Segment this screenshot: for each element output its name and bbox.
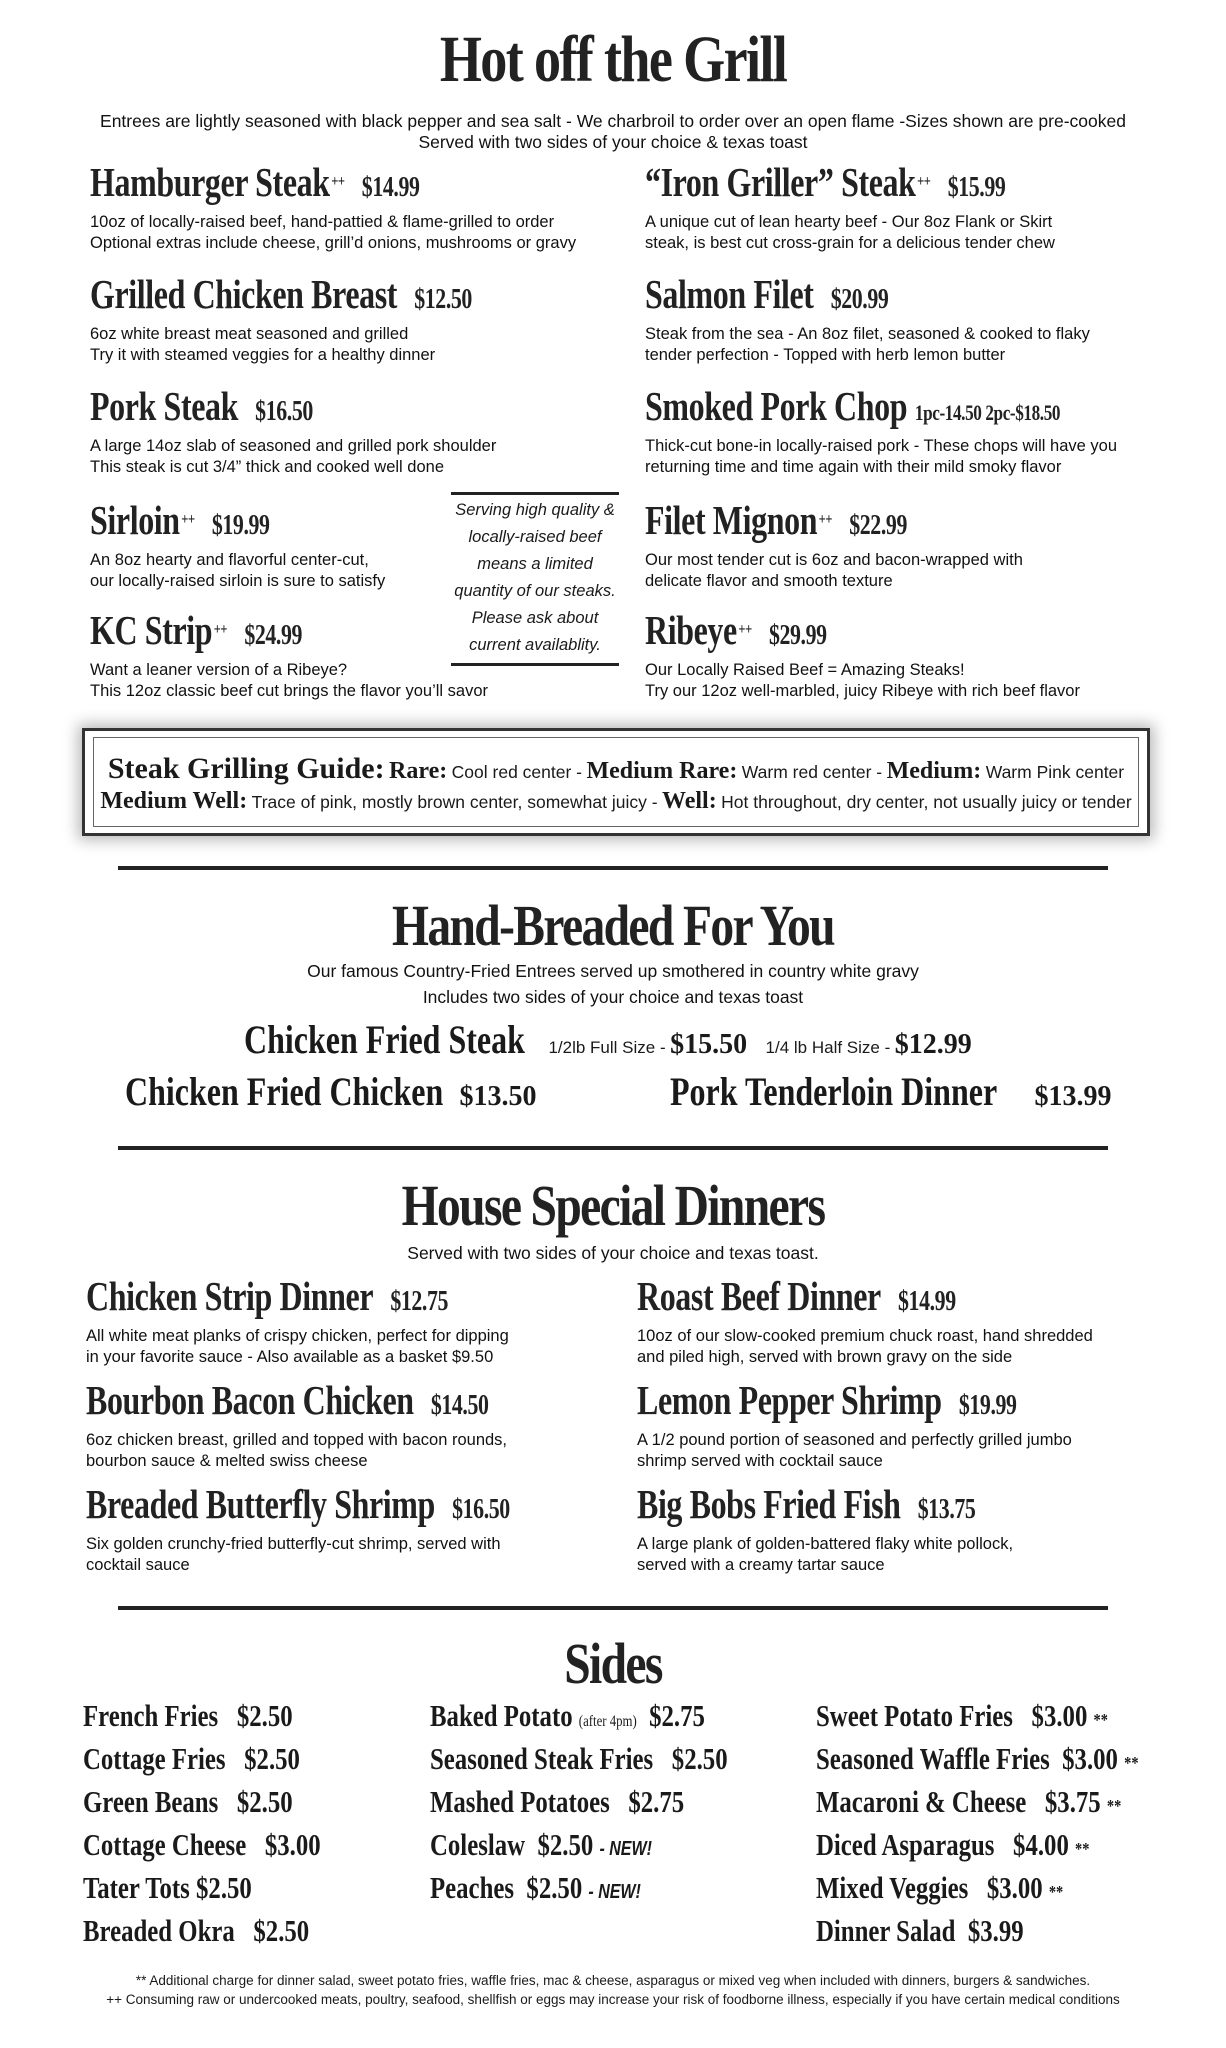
item-price: $20.99 [830, 284, 889, 315]
side-green-beans: Green Beans $2.50 [83, 1784, 293, 1819]
sides-title: Sides [564, 1631, 662, 1696]
guide-medium-text: Warm Pink center [985, 762, 1125, 782]
item-desc-1: A large plank of golden-battered flaky white pollock, [637, 1535, 1014, 1553]
menu-item-lemon-pepper-shrimp [637, 1376, 1207, 1472]
item-desc-2: our locally-raised sirloin is sure to satisfy [90, 572, 386, 590]
item-desc-1: A unique cut of lean hearty beef - Our 8oz Flank or Skirt [645, 213, 1053, 231]
item-name: Lemon Pepper Shrimp [637, 1377, 942, 1423]
side-baked-potato: Baked Potato (after 4pm) $2.75 [430, 1698, 705, 1733]
item-name: “Iron Griller” Steak [645, 159, 916, 205]
menu-item-chicken-fried-steak [244, 1016, 972, 1063]
item-desc-1: A 1/2 pound portion of seasoned and perfectly grilled jumbo [637, 1431, 1072, 1449]
guide-medium-rare-label: Medium Rare: [586, 758, 738, 784]
notice-line: Please ask about [471, 609, 599, 627]
steak-grilling-guide [82, 728, 1150, 836]
breaded-subtitle-2: Includes two sides of your choice and texas toast [422, 987, 804, 1007]
new-badge: - NEW! [588, 1881, 641, 1903]
guide-medium-label: Medium: [886, 758, 982, 784]
side-tater-tots: Tater Tots $2.50 [83, 1870, 252, 1905]
menu-item-smoked-pork-chop [645, 382, 1205, 478]
half-size-price: $12.99 [894, 1029, 972, 1060]
side-peaches: Peaches $2.50 - NEW! [430, 1870, 641, 1905]
item-desc-2: Try our 12oz well-marbled, juicy Ribeye with rich beef flavor [645, 682, 1080, 700]
item-desc-1: 6oz white breast meat seasoned and grilled [90, 325, 409, 343]
item-mark: ++ [213, 621, 228, 638]
menu-item-chicken-strip-dinner [86, 1272, 646, 1368]
item-price: $24.99 [244, 620, 303, 651]
item-name: Smoked Pork Chop [645, 383, 908, 429]
item-price: $13.50 [459, 1081, 537, 1112]
item-name: Hamburger Steak [90, 159, 330, 205]
item-price: $14.50 [430, 1390, 489, 1421]
item-name: Grilled Chicken Breast [90, 271, 398, 317]
availability-notice [445, 492, 625, 666]
house-subtitle: Served with two sides of your choice and texas toast. [407, 1243, 819, 1263]
item-name: Chicken Strip Dinner [86, 1273, 374, 1319]
item-desc-2: This steak is cut 3/4” thick and cooked well done [90, 458, 445, 476]
item-mark: ++ [818, 511, 833, 528]
grill-title: Hot off the Grill [439, 23, 787, 96]
item-price: $12.75 [390, 1286, 449, 1317]
item-desc-1: 10oz of our slow-cooked premium chuck roast, hand shredded [637, 1327, 1093, 1345]
guide-inner-border [93, 737, 1139, 827]
item-desc-1: Thick-cut bone-in locally-raised pork - These chops will have you [645, 437, 1117, 455]
notice-line: locally-raised beef [468, 528, 602, 546]
item-desc-2: steak, is best cut cross-grain for a delicious tender chew [645, 234, 1055, 252]
item-desc-2: This 12oz classic beef cut brings the flavor you’ll savor [90, 682, 489, 700]
side-seasoned-steak-fries: Seasoned Steak Fries $2.50 [430, 1741, 728, 1776]
side-macaroni-cheese: Macaroni & Cheese $3.75 ** [816, 1784, 1122, 1819]
side-coleslaw: Coleslaw $2.50 - NEW! [430, 1827, 652, 1862]
side-cottage-fries: Cottage Fries $2.50 [83, 1741, 300, 1776]
half-size-label: 1/4 lb Half Size - [765, 1038, 891, 1057]
item-price: $13.75 [917, 1494, 976, 1525]
item-price: $14.99 [898, 1286, 956, 1317]
side-breaded-okra: Breaded Okra $2.50 [83, 1913, 310, 1948]
item-mark: ++ [917, 173, 931, 190]
full-size-label: 1/2lb Full Size - [548, 1038, 666, 1057]
item-price: $19.99 [958, 1390, 1017, 1421]
breaded-title: Hand-Breaded For You [391, 893, 834, 958]
item-name: Salmon Filet [645, 271, 814, 317]
item-name: Sirloin [90, 497, 180, 543]
item-price: $16.50 [452, 1494, 510, 1525]
side-sweet-potato-fries: Sweet Potato Fries $3.00 ** [816, 1698, 1108, 1733]
item-desc-1: 6oz chicken breast, grilled and topped with bacon rounds, [86, 1431, 508, 1449]
item-name: KC Strip [90, 607, 213, 653]
section-divider [118, 866, 1108, 870]
side-french-fries: French Fries $2.50 [83, 1698, 293, 1733]
guide-medium-well-text: Trace of pink, mostly brown center, somewhat juicy - [251, 792, 658, 812]
breaded-subtitle-1: Our famous Country-Fried Entrees served up smothered in country white gravy [307, 961, 919, 981]
side-mixed-veggies: Mixed Veggies $3.00 ** [816, 1870, 1064, 1905]
house-title: House Special Dinners [401, 1173, 825, 1238]
new-badge: - NEW! [599, 1838, 652, 1860]
guide-rare-text: Cool red center - [451, 762, 583, 782]
item-desc-2: tender perfection - Topped with herb lemon butter [645, 346, 1006, 364]
item-desc-1: Six golden crunchy-fried butterfly-cut shrimp, served with [86, 1535, 501, 1553]
item-name: Roast Beef Dinner [637, 1273, 881, 1319]
item-price: $15.99 [947, 172, 1006, 203]
item-price: $14.99 [361, 172, 420, 203]
notice-line: means a limited [477, 555, 593, 573]
menu-item-pork-steak [90, 382, 630, 478]
guide-well-label: Well: [662, 788, 717, 814]
side-dinner-salad: Dinner Salad $3.99 [816, 1913, 1024, 1948]
guide-medium-well-label: Medium Well: [100, 788, 248, 814]
menu-item-salmon-filet [645, 270, 1185, 366]
guide-title: Steak Grilling Guide: [107, 752, 385, 785]
item-name: Bourbon Bacon Chicken [86, 1377, 414, 1423]
guide-well-text: Hot throughout, dry center, not usually juicy or tender [721, 792, 1132, 812]
menu-item-iron-griller-steak [645, 158, 1185, 254]
menu-item-roast-beef-dinner [637, 1272, 1207, 1368]
item-mark: ++ [331, 173, 345, 190]
item-desc-2: in your favorite sauce - Also available as a basket $9.50 [86, 1348, 494, 1366]
item-desc-1: 10oz of locally-raised beef, hand-pattied & flame-grilled to order [90, 213, 555, 231]
guide-medium-rare-text: Warm red center - [741, 762, 883, 782]
item-desc-1: All white meat planks of crispy chicken, perfect for dipping [86, 1327, 509, 1345]
item-desc-2: Optional extras include cheese, grill’d onions, mushrooms or gravy [90, 234, 577, 252]
item-mark: ++ [181, 511, 195, 528]
item-price: $19.99 [211, 510, 270, 541]
menu-item-filet-mignon [645, 496, 1185, 592]
item-desc-1: An 8oz hearty and flavorful center-cut, [90, 551, 369, 569]
item-price: $16.50 [255, 396, 313, 427]
section-divider [118, 1606, 1108, 1610]
guide-rare-label: Rare: [389, 758, 448, 784]
grill-subtitle-1: Entrees are lightly seasoned with black pepper and sea salt - We charbroil to order over an open flame -Sizes shown are pre-cooked [100, 111, 1126, 131]
side-mashed-potatoes: Mashed Potatoes $2.75 [430, 1784, 685, 1819]
item-desc-2: shrimp served with cocktail sauce [637, 1452, 883, 1470]
item-desc-2: delicate flavor and smooth texture [645, 572, 893, 590]
menu-item-big-bobs-fried-fish [637, 1480, 1207, 1576]
menu-item-bourbon-bacon-chicken [86, 1376, 646, 1472]
menu-item-ribeye [645, 606, 1185, 702]
notice-line: Serving high quality & [455, 501, 615, 519]
item-name: Breaded Butterfly Shrimp [86, 1481, 435, 1527]
guide-line-1 [94, 752, 1138, 786]
footnote-health-warning: ++ Consuming raw or undercooked meats, poultry, seafood, shellfish or eggs may increase your risk of foodborne illness, especially if you have certain medical conditions [106, 1992, 1120, 2007]
item-price: $12.50 [414, 284, 472, 315]
grill-subtitle-2: Served with two sides of your choice & texas toast [418, 132, 808, 152]
item-name: Ribeye [645, 607, 737, 653]
item-desc-2: cocktail sauce [86, 1556, 190, 1574]
item-desc-2: returning time and time again with their mild smoky flavor [645, 458, 1062, 476]
item-name: Chicken Fried Chicken [125, 1069, 444, 1114]
item-desc-1: Steak from the sea - An 8oz filet, seasoned & cooked to flaky [645, 325, 1090, 343]
full-size-price: $15.50 [670, 1029, 748, 1060]
item-price: 1pc-14.50 2pc-$18.50 [914, 400, 1061, 425]
item-name: Pork Tenderloin Dinner [670, 1069, 998, 1114]
menu-item-chicken-fried-chicken [125, 1068, 536, 1115]
menu-item-hamburger-steak [90, 158, 630, 254]
side-cottage-cheese: Cottage Cheese $3.00 [83, 1827, 321, 1862]
item-desc-1: A large 14oz slab of seasoned and grilled pork shoulder [90, 437, 497, 455]
item-desc-1: Want a leaner version of a Ribeye? [90, 661, 348, 679]
item-name: Big Bobs Fried Fish [637, 1481, 901, 1527]
item-price: $29.99 [768, 620, 827, 651]
menu-item-grilled-chicken-breast [90, 270, 630, 366]
side-diced-asparagus: Diced Asparagus $4.00 ** [816, 1827, 1090, 1862]
item-name: Pork Steak [90, 383, 239, 429]
item-desc-2: served with a creamy tartar sauce [637, 1556, 885, 1574]
section-divider [118, 1146, 1108, 1150]
item-name: Filet Mignon [645, 497, 818, 543]
item-desc-2: Try it with steamed veggies for a healthy dinner [90, 346, 436, 364]
menu-item-pork-tenderloin-dinner [670, 1068, 1111, 1115]
notice-line: quantity of our steaks. [454, 582, 616, 600]
item-price: $22.99 [849, 510, 907, 541]
item-name: Chicken Fried Steak [244, 1017, 525, 1062]
menu-item-sirloin [90, 496, 440, 592]
menu-item-breaded-butterfly-shrimp [86, 1480, 646, 1576]
item-desc-1: Our most tender cut is 6oz and bacon-wrapped with [645, 551, 1023, 569]
item-mark: ++ [738, 621, 752, 638]
item-desc-2: and piled high, served with brown gravy on the side [637, 1348, 1013, 1366]
item-desc-1: Our Locally Raised Beef = Amazing Steaks! [645, 661, 965, 679]
notice-rule-bottom [451, 663, 619, 666]
footnote-surcharge: ** Additional charge for dinner salad, sweet potato fries, waffle fries, mac & cheese, asparagus or mixed veg when included with dinners, burgers & sandwiches. [135, 1973, 1091, 1988]
guide-line-2 [94, 788, 1138, 815]
side-seasoned-waffle-fries: Seasoned Waffle Fries $3.00 ** [816, 1741, 1139, 1776]
notice-line: current availablity. [469, 636, 601, 654]
item-price: $13.99 [1034, 1081, 1112, 1112]
item-desc-2: bourbon sauce & melted swiss cheese [86, 1452, 368, 1470]
